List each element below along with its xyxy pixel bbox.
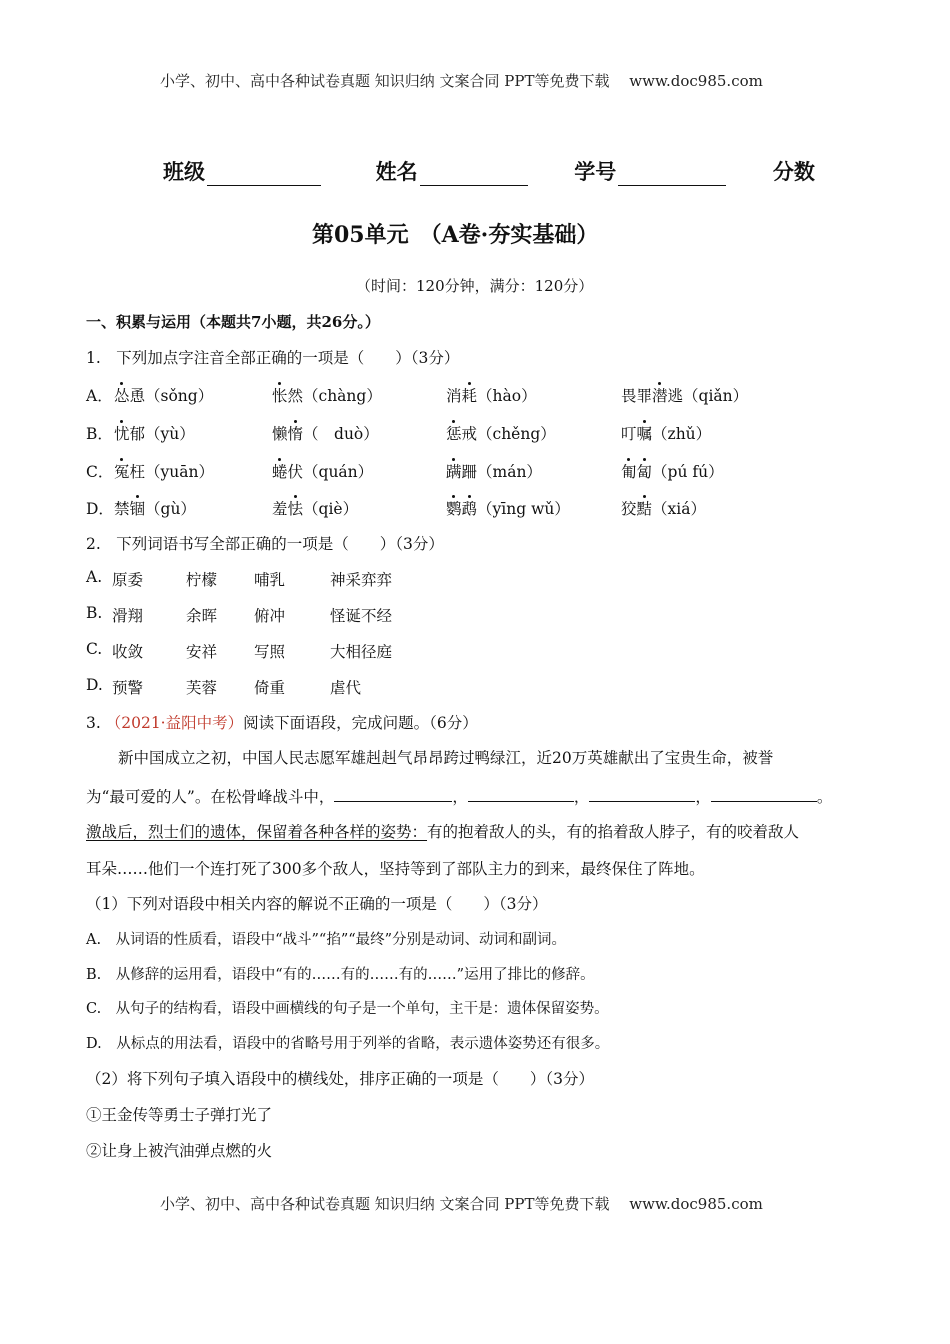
sentence-2: ②让身上被汽油弹点燃的火 <box>86 1142 273 1160</box>
q2-word: 神采弈弈 <box>330 571 393 589</box>
q1-pinyin-item <box>446 384 537 406</box>
dotted-characters <box>621 463 652 481</box>
q1-pinyin-item <box>446 497 570 519</box>
q2-word: 虐代 <box>330 679 362 697</box>
option-a: A. 从词语的性质看，语段中“战斗”“掐”“最终”分别是动词、动词和副词。 <box>86 932 567 948</box>
number-label: 学号 <box>574 159 617 184</box>
q2-word: 滑翔 <box>112 607 144 625</box>
underlined-sentence: 激战后，烈士们的遗体，保留着各种各样的姿势： <box>86 823 428 841</box>
item-pinyin: （pú fú） <box>652 463 724 481</box>
q1-option-label: B． <box>86 425 113 443</box>
number-blank[interactable] <box>618 163 726 186</box>
page-header: 小学、初中、高中各种试卷真题 知识归纳 文案合同 PPT等免费下载 www.doc985.com <box>160 72 763 90</box>
dotted-character: 蹒 <box>446 463 462 481</box>
separator-3: ， <box>695 788 711 806</box>
item-pinyin: 恿（sǒng） <box>129 387 214 405</box>
dotted-characters <box>114 387 130 405</box>
q1-pinyin-item <box>272 460 373 482</box>
dotted-character: 忧 <box>114 425 130 443</box>
dotted-characters <box>114 425 130 443</box>
dotted-characters <box>272 463 288 481</box>
dotted-character: 怯 <box>287 500 304 518</box>
q2-word: 安祥 <box>186 643 218 661</box>
separator-1: ， <box>452 788 468 806</box>
q1-pinyin-item <box>114 384 213 406</box>
fill-blank-3[interactable] <box>589 785 695 802</box>
dotted-characters <box>288 425 304 443</box>
item-pinyin: 逃（qiǎn） <box>667 387 749 405</box>
item-pinyin: 伏（quán） <box>287 463 374 481</box>
q1-pinyin-item <box>114 497 196 519</box>
item-prefix: 懒 <box>272 425 288 443</box>
q1-pinyin-item <box>446 422 556 444</box>
q1-pinyin-item <box>446 460 542 482</box>
dotted-character: 蜷 <box>272 463 288 481</box>
page-title: 第05单元 （A卷·夯实基础） <box>312 222 599 248</box>
separator-2: ， <box>573 788 590 806</box>
q2-word: 柠檬 <box>186 571 218 589</box>
question-3-stem <box>86 711 478 733</box>
page-subtitle: （时间：120分钟，满分：120分） <box>356 277 594 295</box>
dotted-characters <box>446 500 477 518</box>
dotted-character: 耗 <box>461 387 478 405</box>
section-heading: 一、积累与运用（本题共7小题，共26分。） <box>86 313 380 331</box>
q2-word: 预警 <box>112 679 144 697</box>
q2-word: 大相径庭 <box>330 643 393 661</box>
dotted-character: 匍 <box>621 463 637 481</box>
passage-period: 。 <box>816 788 833 806</box>
item-pinyin: （yīng wǔ） <box>477 500 570 518</box>
question-3-instruction: 阅读下面语段，完成问题。（6分） <box>243 714 478 732</box>
item-prefix: 羞 <box>272 500 288 518</box>
dotted-character: 惩 <box>446 425 462 443</box>
dotted-character: 潜 <box>652 387 668 405</box>
fill-blank-2[interactable] <box>468 785 574 802</box>
dotted-characters <box>114 463 130 481</box>
q1-pinyin-item <box>272 497 358 519</box>
q2-option-label: D. <box>86 676 103 694</box>
question-3-source: （2021·益阳中考） <box>105 714 244 732</box>
passage-line-1: 新中国成立之初，中国人民志愿军雄赳赳气昂昂跨过鸭绿江，近20万英雄献出了宝贵生命，被誉 <box>118 749 774 767</box>
dotted-character: 惰 <box>287 425 304 443</box>
q2-word: 写照 <box>254 643 286 661</box>
passage-line-4: 耳朵……他们一个连打死了300多个敌人，坚持等到了部队主力的到来，最终保住了阵地。 <box>86 860 705 878</box>
item-prefix: 禁 <box>114 500 130 518</box>
option-c: C. 从句子的结构看，语段中画横线的句子是一个单句，主干是：遗体保留姿势。 <box>86 1001 609 1017</box>
fill-blank-1[interactable] <box>334 785 452 802</box>
name-blank[interactable] <box>420 163 528 186</box>
q1-pinyin-item <box>272 422 379 444</box>
item-pinyin: 然（chàng） <box>287 387 382 405</box>
item-pinyin: （ duò） <box>303 425 379 443</box>
q2-word: 余晖 <box>186 607 218 625</box>
dotted-characters <box>637 425 653 443</box>
item-pinyin: （zhǔ） <box>652 425 712 443</box>
dotted-characters <box>462 387 478 405</box>
dotted-characters <box>637 500 653 518</box>
q2-word: 收敛 <box>112 643 144 661</box>
q2-word: 哺乳 <box>254 571 286 589</box>
item-pinyin: 戒（chěng） <box>461 425 556 443</box>
q2-word: 俯冲 <box>254 607 286 625</box>
dotted-character: 怅 <box>272 387 288 405</box>
q1-option-label: D． <box>86 500 114 518</box>
q2-word: 原委 <box>112 571 144 589</box>
passage-line-3-rest: 有的抱着敌人的头，有的掐着敌人脖子，有的咬着敌人 <box>427 823 800 841</box>
item-prefix: 畏罪 <box>621 387 653 405</box>
q1-pinyin-item <box>621 497 706 519</box>
option-b: B. 从修辞的运用看，语段中“有的……有的……有的……”运用了排比的修辞。 <box>86 967 595 983</box>
question-3-number: 3. <box>86 714 101 732</box>
q1-pinyin-item <box>621 384 748 406</box>
item-pinyin: 枉（yuān） <box>129 463 214 481</box>
passage-line-2-text: 为“最可爱的人”。在松骨峰战斗中， <box>86 788 335 806</box>
item-pinyin: 跚（mán） <box>461 463 542 481</box>
q2-option-label: C. <box>86 640 103 658</box>
dotted-character: 冤 <box>114 463 130 481</box>
class-label: 班级 <box>163 159 205 184</box>
item-prefix: 消 <box>446 387 462 405</box>
class-blank[interactable] <box>207 163 321 186</box>
item-pinyin: （xiá） <box>652 500 706 518</box>
question-2-stem: 2. 下列词语书写全部正确的一项是（ ）（3分） <box>86 535 444 553</box>
q2-option-label: B. <box>86 604 103 622</box>
q1-pinyin-item <box>114 422 195 444</box>
q1-pinyin-item <box>621 460 724 482</box>
dotted-characters <box>446 425 462 443</box>
dotted-character: 匐 <box>636 463 653 481</box>
dotted-character: 怂 <box>114 387 130 405</box>
dotted-character: 嘱 <box>636 425 653 443</box>
item-pinyin: 郁（yù） <box>129 425 195 443</box>
student-info <box>163 156 815 186</box>
sentence-1: ①王金传等勇士子弹打光了 <box>86 1106 273 1124</box>
score-label: 分数 <box>772 159 815 184</box>
q2-word: 怪诞不经 <box>330 607 393 625</box>
dotted-characters <box>652 387 668 405</box>
q1-pinyin-item <box>114 460 214 482</box>
item-pinyin: （gù） <box>145 500 196 518</box>
question-1-stem: 1. 下列加点字注音全部正确的一项是（ ）（3分） <box>86 349 460 367</box>
dotted-character: 黠 <box>636 500 653 518</box>
q1-option-label: C． <box>86 463 114 481</box>
dotted-characters <box>272 387 288 405</box>
name-label: 姓名 <box>375 159 418 184</box>
sub-question-2: （2）将下列句子填入语段中的横线处，排序正确的一项是（ ）（3分） <box>86 1070 594 1088</box>
q1-pinyin-item <box>621 422 711 444</box>
q2-word: 倚重 <box>254 679 286 697</box>
dotted-character: 鹉 <box>461 500 478 518</box>
page-footer: 小学、初中、高中各种试卷真题 知识归纳 文案合同 PPT等免费下载 www.doc985.com <box>160 1195 763 1213</box>
dotted-characters <box>130 500 146 518</box>
q1-pinyin-item <box>272 384 382 406</box>
item-prefix: 狡 <box>621 500 637 518</box>
item-pinyin: （qiè） <box>303 500 359 518</box>
dotted-character: 锢 <box>129 500 146 518</box>
passage-line-3 <box>86 820 799 842</box>
dotted-characters <box>446 463 462 481</box>
item-pinyin: （hào） <box>477 387 537 405</box>
option-d: D. 从标点的用法看，语段中的省略号用于列举的省略，表示遗体姿势还有很多。 <box>86 1036 610 1052</box>
dotted-character: 鹦 <box>446 500 462 518</box>
fill-blank-4[interactable] <box>711 785 817 802</box>
q2-option-label: A. <box>86 568 103 586</box>
passage-line-2 <box>86 785 832 807</box>
item-prefix: 叮 <box>621 425 637 443</box>
q1-option-label: A． <box>86 387 113 405</box>
dotted-characters <box>288 500 304 518</box>
sub-question-1: （1）下列对语段中相关内容的解说不正确的一项是（ ）（3分） <box>86 895 548 913</box>
q2-word: 芙蓉 <box>186 679 218 697</box>
